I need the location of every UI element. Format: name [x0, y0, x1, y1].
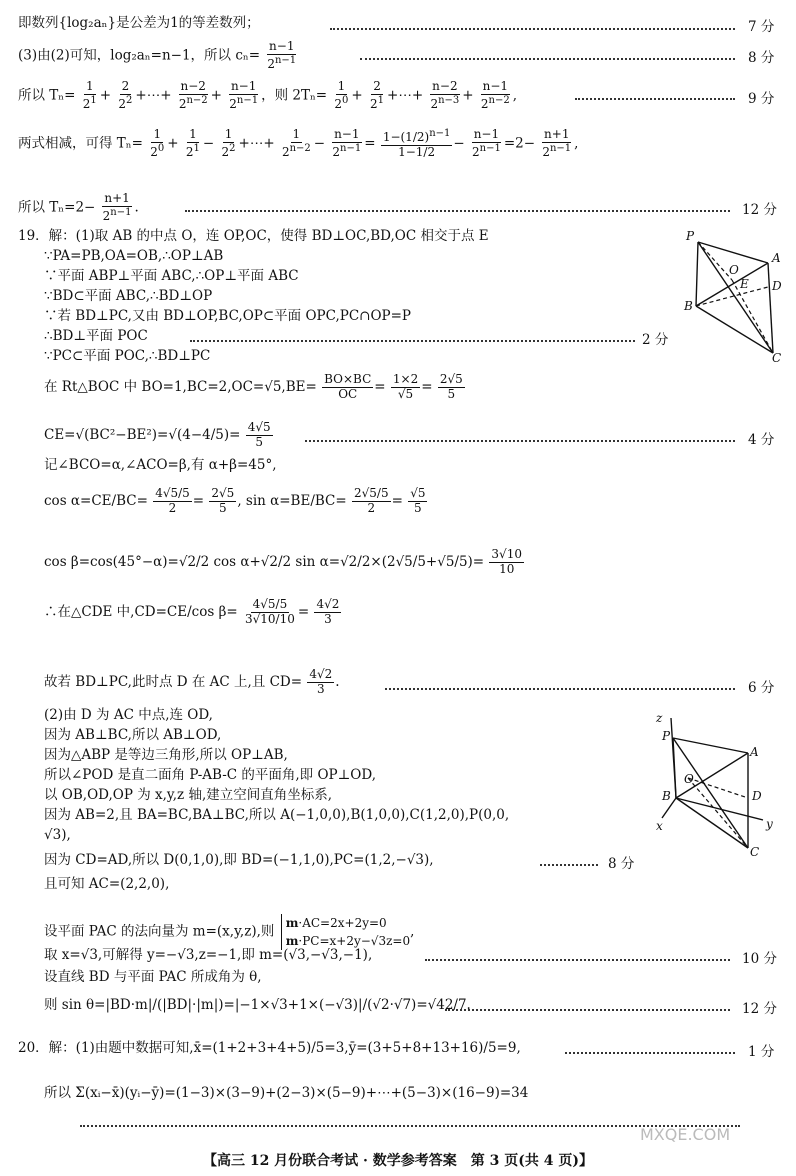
line-10: ∴BD⊥平面 POC — [44, 328, 148, 344]
score-3: 12 分 — [742, 202, 777, 218]
fig2-label-z: z — [656, 711, 663, 725]
line-13: CE=√(BC²−BE²)=√(4−4/5)= $\frac{4√5}{5}$ — [44, 420, 271, 449]
line-3: 两式相减，可得 Tₙ= $\frac{1}{2^0}$ + $\frac{1}{2^1}$ − $\frac{1}{2^2}$ +⋯+ $\frac{1}{2^{n-2}}$ − $\frac{n-1}{2^{n-1}}$ = $\frac{1-(1/2)^{n-1}}{1-1/2}$ − $\frac{n-1}{2^{n-1}}$ =2− $\frac{n+1}{2^{n-1}}$ , — [18, 127, 579, 159]
line-14: 记∠BCO=α,∠ACO=β,有 α+β=45°, — [44, 457, 277, 473]
line-20: 因为 AB⊥BC,所以 AB⊥OD, — [44, 727, 222, 743]
line-22: 所以∠POD 是直二面角 P-AB-C 的平面角,即 OP⊥OD, — [44, 767, 377, 783]
line-7: ∵平面 ABP⊥平面 ABC,∴OP⊥平面 ABC — [44, 268, 299, 284]
figure-2-coordinate-system — [648, 708, 788, 858]
fig2-label-y: y — [766, 817, 773, 831]
score-10: 1 分 — [748, 1044, 775, 1060]
line-25: √3), — [44, 827, 71, 843]
page-footer: 【高三 12 月份联合考试 · 数学参考答案 第 3 页(共 4 页)】 — [202, 1153, 594, 1169]
fig1-label-D: D — [772, 279, 782, 293]
line-24: 因为 AB=2,且 BA=BC,BA⊥BC,所以 A(−1,0,0),B(1,0,0),C(1,2,0),P(0,0, — [44, 807, 510, 823]
fig1-label-E: E — [740, 277, 749, 291]
line-12: 在 Rt△BOC 中 BO=1,BC=2,OC=√5,BE= $\frac{BO\times BC}{OC}$ = $\frac{1\times 2}{√5}$ = $\frac{2√5}{5}$ — [44, 372, 463, 401]
line-15: cos α=CE/BC= $\frac{4√5/5}{2}$ = $\frac{2√5}{5}$ , sin α=BE/BC= $\frac{2√5/5}{2}$ = $\frac{√5}{5}$ — [44, 486, 426, 515]
line-5: 19．解：(1)取 AB 的中点 O，连 OP,OC，使得 BD⊥OC,BD,OC 相交于点 E — [18, 228, 489, 244]
fig2-label-B: B — [662, 789, 671, 803]
line-1: (3)由(2)可知，log₂aₙ=n−1，所以 cₙ= $\frac{n-1}{2^{n-1}}$ — [18, 39, 297, 71]
fig2-label-P: P — [662, 729, 671, 743]
line-8: ∵BD⊂平面 ABC,∴BD⊥OP — [44, 288, 213, 304]
fig2-label-D: D — [752, 789, 762, 803]
line-6: ∵PA=PB,OA=OB,∴OP⊥AB — [44, 248, 224, 264]
line-4: 所以 Tₙ=2− $\frac{n+1}{2^{n-1}}$ . — [18, 191, 139, 223]
score-6: 6 分 — [748, 680, 775, 696]
line-33: 所以 Σ(xᵢ−x̄)(yᵢ−ȳ)=(1−3)×(3−9)+(2−3)×(5−9)+⋯+(5−3)×(16−9)=34 — [44, 1085, 529, 1101]
line-11: ∵PC⊂平面 POC,∴BD⊥PC — [44, 348, 211, 364]
line-19: (2)由 D 为 AC 中点,连 OD, — [44, 707, 213, 723]
watermark: MXQE.COM — [640, 1125, 731, 1144]
line-21: 因为△ABP 是等边三角形,所以 OP⊥AB, — [44, 747, 288, 763]
line-9: ∵若 BD⊥PC,又由 BD⊥OP,BC,OP⊂平面 OPC,PC∩OP=P — [44, 308, 412, 324]
fig2-label-x: x — [656, 819, 663, 833]
line-16: cos β=cos(45°−α)=√2/2 cos α+√2/2 sin α=√2/2×(2√5/5+√5/5)= $\frac{3√10}{10}$ — [44, 547, 522, 576]
line-26: 因为 CD=AD,所以 D(0,1,0),即 BD=(−1,1,0),PC=(1,2,−√3), — [44, 852, 434, 868]
line-29: 取 x=√3,可解得 y=−√3,z=−1,即 m=(√3,−√3,−1), — [44, 947, 373, 963]
line-2: 所以 Tₙ= $\frac{1}{2^1}$ + $\frac{2}{2^2}$ +⋯+ $\frac{n-2}{2^{n-2}}$ + $\frac{n-1}{2^{n-1}}$ ，则 2Tₙ= $\frac{1}{2^0}$ + $\frac{2}{2^1}$ +⋯+ $\frac{n-2}{2^{n-3}}$ + $\frac{n-1}{2^{n-2}}$ , — [18, 79, 518, 111]
line-18: 故若 BD⊥PC,此时点 D 在 AC 上,且 CD= $\frac{4√2}{3}$ . — [44, 667, 340, 696]
line-17: ∴在△CDE 中,CD=CE/cos β= $\frac{4√5/5}{3√10/10}$ = $\frac{4√2}{3}$ — [44, 597, 340, 626]
score-9: 12 分 — [742, 1001, 777, 1017]
figure-1-tetrahedron — [668, 228, 790, 363]
line-32: 20．解：(1)由题中数据可知,x̄=(1+2+3+4+5)/5=3,ȳ=(3+5+8+13+16)/5=9, — [18, 1040, 521, 1056]
fig1-label-C: C — [772, 351, 782, 363]
line-0: 即数列{log₂aₙ}是公差为1的等差数列； — [18, 15, 260, 31]
score-0: 7 分 — [748, 19, 775, 35]
fig1-label-B: B — [684, 299, 693, 313]
score-2: 9 分 — [748, 91, 775, 107]
score-8: 10 分 — [742, 951, 777, 967]
line-23: 以 OB,OD,OP 为 x,y,z 轴,建立空间直角坐标系, — [44, 787, 333, 803]
score-7: 8 分 — [608, 856, 635, 872]
fig1-label-A: A — [772, 251, 781, 265]
fig2-label-A: A — [750, 745, 759, 759]
line-27: 且可知 AC=(2,2,0), — [44, 876, 170, 892]
line-30: 设直线 BD 与平面 PAC 所成角为 θ, — [44, 969, 262, 985]
fig2-label-O: O — [684, 772, 694, 786]
fig1-label-O: O — [729, 263, 739, 277]
score-4: 2 分 — [642, 332, 669, 348]
score-5: 4 分 — [748, 432, 775, 448]
score-1: 8 分 — [748, 50, 775, 66]
line-28: 设平面 PAC 的法向量为 m=(x,y,z),则 m·AC=2x+2y=0 m·PC=x+2y−√3z=0, — [44, 916, 415, 948]
fig1-label-P: P — [686, 229, 695, 243]
fig2-label-C: C — [750, 845, 760, 858]
line-31: 则 sin θ=|BD·m|/(|BD|·|m|)=|−1×√3+1×(−√3)|/(√2·√7)=√42/7. — [44, 997, 471, 1013]
